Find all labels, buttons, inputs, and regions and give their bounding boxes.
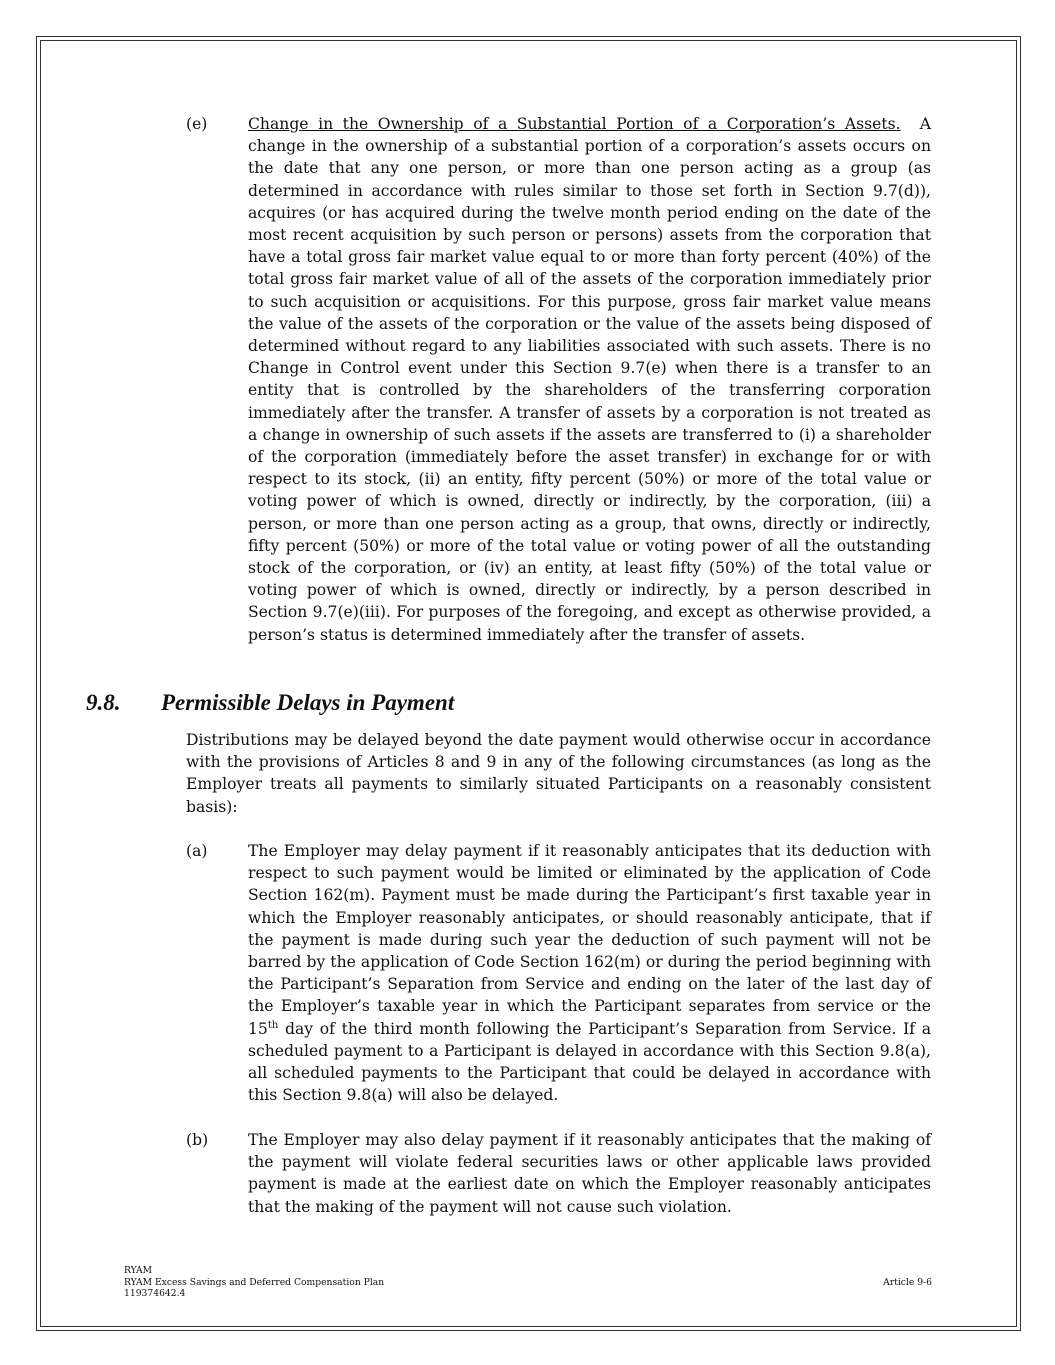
section-e-text: A change in the ownership of a substantial portion of a corporation’s assets occurs on the date that any one person, or more than one person acting as a group (as determined in accordance with rules similar to those set forth in Section 9.7(d)), acquires (or has acquired during the twelve month period ending on the date of the most recent acquisition by such person or persons) assets from the corporation that have a total gross fair market value equal to or more than forty percent (40%) of the total gross fair market value of all of the assets of the corporation immediately prior to such acquisition or acquisitions. For this purpose, gross fair market value means the value of the assets of the corporation or the value of the assets being disposed of determined without regard to any liabilities associated with such assets. There is no Change in Control event under this Section 9.7(e) when there is a transfer to an entity that is controlled by the shareholders of the transferring corporation immediately after the transfer. A transfer of assets by a corporation is not treated as a change in ownership of such assets if the assets are transferred to (i) a shareholder of the corporation (immediately before the asset transfer) in exchange for or with respect to its stock, (ii) an entity, fifty percent (50%) or more of the total value or voting power of which is owned, directly or indirectly, by the corporation, (iii) a person, or more than one person acting as a group, that owns, directly or indirectly, fifty percent (50%) or more of the total value or voting power of all the outstanding stock of the corporation, or (iv) an entity, at least fifty (50%) of the total value or voting power of which is owned, directly or indirectly, by a person described in Section 9.7(e)(iii). For purposes of the foregoing, and except as otherwise provided, a person’s status is determined immediately after the transfer of assets.: [248, 115, 932, 644]
item-a-superscript: th: [267, 1019, 279, 1031]
section-intro: Distributions may be delayed beyond the date payment would otherwise occur in accordance with the provisions of Articles 8 and 9 in any of the following circumstances (as long as the Employer treats all payments to similarly situated Participants on a reasonably consistent basis):: [186, 731, 931, 816]
item-a-body: [248, 840, 931, 1106]
footer-line-1: RYAM: [124, 1265, 153, 1276]
item-b-body: The Employer may also delay payment if it reasonably anticipates that the making of the payment will violate federal securities laws or other applicable laws provided payment is made at the earliest date on which the Employer reasonably anticipates that the making of the payment will not cause such violation.: [248, 1131, 931, 1216]
item-a-text-2: day of the third month following the Participant’s Separation from Service. If a scheduled payment to a Participant is delayed in accordance with this Section 9.8(a), all scheduled payments to the Participant that could be delayed in accordance with this Section 9.8(a) will also be delayed.: [248, 1019, 931, 1105]
section-heading: [86, 690, 454, 716]
footer-page-number: Article 9-6: [883, 1276, 932, 1288]
item-a: [186, 840, 931, 1106]
item-b: [186, 1129, 931, 1218]
section-e-body: [248, 113, 931, 646]
section-e-title: Change in the Ownership of a Substantial Portion of a Corporation’s Assets.: [248, 115, 901, 133]
item-a-label: (a): [186, 842, 208, 860]
footer-doc-id: 119374642.4: [124, 1288, 186, 1299]
section-number: 9.8.: [86, 690, 121, 715]
section-title: Permissible Delays in Payment: [161, 690, 455, 715]
item-b-label: (b): [186, 1131, 209, 1149]
section-e-label: (e): [186, 115, 208, 133]
item-a-text-1: The Employer may delay payment if it reasonably anticipates that its deduction with respect to such payment would be limited or eliminated by the application of Code Section 162(m). Payment must be made during the Participant’s first taxable year in which the Employer reasonably anticipates, or should reasonably anticipate, that if the payment is made during such year the deduction of such payment will not be barred by the application of Code Section 162(m) or during the period beginning with the Participant’s Separation from Service and ending on the later of the last day of the Employer’s taxable year in which the Participant separates from service or the 15: [248, 842, 931, 1038]
section-e: [186, 113, 931, 646]
footer-line-2: RYAM Excess Savings and Deferred Compensation Plan: [124, 1276, 385, 1288]
page-footer: [124, 1265, 932, 1300]
